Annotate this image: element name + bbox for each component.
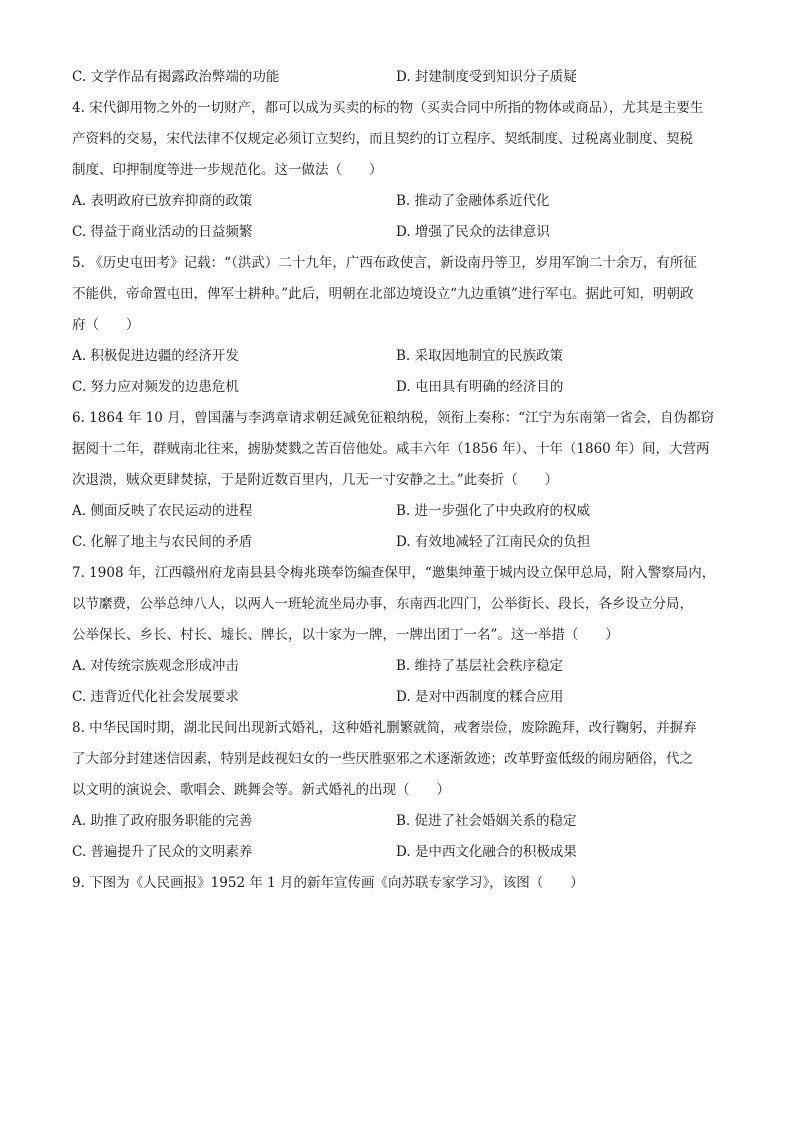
q4-stem-line-3: 制度、印押制度等进一步规范化。这一做法（ ）	[72, 162, 383, 178]
q7-stem-line-2: 以节縻费，公举总绅八人，以两人一班轮流坐局办事，东南西北四门，公举街长、段长，各乡设立分局，	[72, 596, 693, 612]
q8-option-a[interactable]: A. 助推了政府服务职能的完善	[72, 813, 253, 829]
question-5	[72, 248, 732, 403]
q8-options-ab	[72, 806, 732, 837]
q5-options-ab	[72, 341, 732, 372]
q7-options-cd	[72, 682, 732, 713]
q5-option-d[interactable]: D. 屯田具有明确的经济目的	[396, 379, 564, 395]
q3-options-cd	[72, 62, 732, 93]
q7-options-ab	[72, 651, 732, 682]
q5-stem-line-2: 不能供，帝命置屯田，俾军士耕种。”此后，明朝在北部边境设立“九边重镇”进行军屯。据此可知，明朝政	[72, 286, 694, 302]
q8-stem-line-3: 以文明的演说会、歌唱会、跳舞会等。新式婚礼的出现（ ）	[72, 782, 450, 798]
q7-option-a[interactable]: A. 对传统宗族观念形成冲击	[72, 658, 239, 674]
question-8	[72, 713, 732, 868]
q9-stem-line-1: 9. 下图为《人民画报》1952 年 1 月的新年宣传画《向苏联专家学习》，该图（ ）	[72, 875, 584, 891]
question-7	[72, 558, 732, 713]
q8-stem-line-2: 了大部分封建迷信因素，特别是歧视妇女的一些厌胜驱邪之术逐渐敛迹；改革野蛮低级的闹房陋俗，代之	[72, 751, 693, 767]
q6-stem-line-3: 次退溃，贼众更肆焚掠，于是附近数百里内，几无一寸安静之土。”此奏折（ ）	[72, 472, 559, 488]
q3-option-d[interactable]: D. 封建制度受到知识分子质疑	[396, 69, 577, 85]
q7-option-d[interactable]: D. 是对中西制度的糅合应用	[396, 689, 564, 705]
q7-stem-line-3: 公举保长、乡长、村长、墟长、牌长，以十家为一牌，一牌出团丁一名”。这一举措（ ）	[72, 627, 619, 643]
q7-option-b[interactable]: B. 维持了基层社会秩序稳定	[396, 658, 564, 674]
q4-option-d[interactable]: D. 增强了民众的法律意识	[396, 224, 550, 240]
q6-options-cd	[72, 527, 732, 558]
q6-option-b[interactable]: B. 进一步强化了中央政府的权威	[396, 503, 591, 519]
q8-option-b[interactable]: B. 促进了社会婚姻关系的稳定	[396, 813, 577, 829]
q8-option-d[interactable]: D. 是中西文化融合的积极成果	[396, 844, 577, 860]
q6-stem-line-2: 据阅十二年，群贼南北往来，掳胁焚戮之苦百倍他处。咸丰六年（1856 年）、十年（1860 年）间，大营两	[72, 441, 710, 457]
q5-option-a[interactable]: A. 积极促进边疆的经济开发	[72, 348, 239, 364]
q6-option-d[interactable]: D. 有效地减轻了江南民众的负担	[396, 534, 591, 550]
q5-options-cd	[72, 372, 732, 403]
exam-page	[72, 62, 732, 899]
q8-stem-line-1: 8. 中华民国时期，湖北民间出现新式婚礼，这种婚礼删繁就简，戒奢崇俭，废除跪拜，改行鞠躬，并摒弃	[72, 720, 697, 736]
q6-stem-line-1: 6. 1864 年 10 月，曾国藩与李鸿章请求朝廷减免征粮纳税，领衔上奏称：“江宁为东南第一省会，自伪都窃	[72, 410, 714, 426]
q3-option-c[interactable]: C. 文学作品有揭露政治弊端的功能	[72, 69, 280, 85]
q6-options-ab	[72, 496, 732, 527]
q4-option-a[interactable]: A. 表明政府已放弃抑商的政策	[72, 193, 253, 209]
q5-stem-line-3: 府（ ）	[72, 317, 140, 333]
q8-options-cd	[72, 837, 732, 868]
question-9	[72, 868, 732, 899]
q4-stem-line-2: 产资料的交易，宋代法律不仅规定必须订立契约，而且契约的订立程序、契纸制度、过税离业制度、契税	[72, 131, 693, 147]
q5-option-b[interactable]: B. 采取因地制宜的民族政策	[396, 348, 564, 364]
q4-stem-line-1: 4. 宋代御用物之外的一切财产，都可以成为买卖的标的物（买卖合同中所指的物体或商品），尤其是主要生	[72, 100, 704, 116]
q4-options-cd	[72, 217, 732, 248]
q5-stem-line-1: 5. 《历史屯田考》记载：“（洪武）二十九年，广西布政使言，新设南丹等卫，岁用军饷二十余万，有所征	[72, 255, 697, 271]
q6-option-a[interactable]: A. 侧面反映了农民运动的进程	[72, 503, 253, 519]
q4-options-ab	[72, 186, 732, 217]
q4-option-b[interactable]: B. 推动了金融体系近代化	[396, 193, 550, 209]
q7-option-c[interactable]: C. 违背近代化社会发展要求	[72, 689, 239, 705]
q7-stem-line-1: 7. 1908 年，江西赣州府龙南县县令梅兆瑛奉饬编查保甲，“邀集绅董于城内设立保甲总局，附入警察局内，	[72, 565, 716, 581]
q5-option-c[interactable]: C. 努力应对频发的边患危机	[72, 379, 239, 395]
question-4	[72, 93, 732, 248]
q8-option-c[interactable]: C. 普遍提升了民众的文明素养	[72, 844, 253, 860]
q6-option-c[interactable]: C. 化解了地主与农民间的矛盾	[72, 534, 253, 550]
q4-option-c[interactable]: C. 得益于商业活动的日益频繁	[72, 224, 253, 240]
question-6	[72, 403, 732, 558]
